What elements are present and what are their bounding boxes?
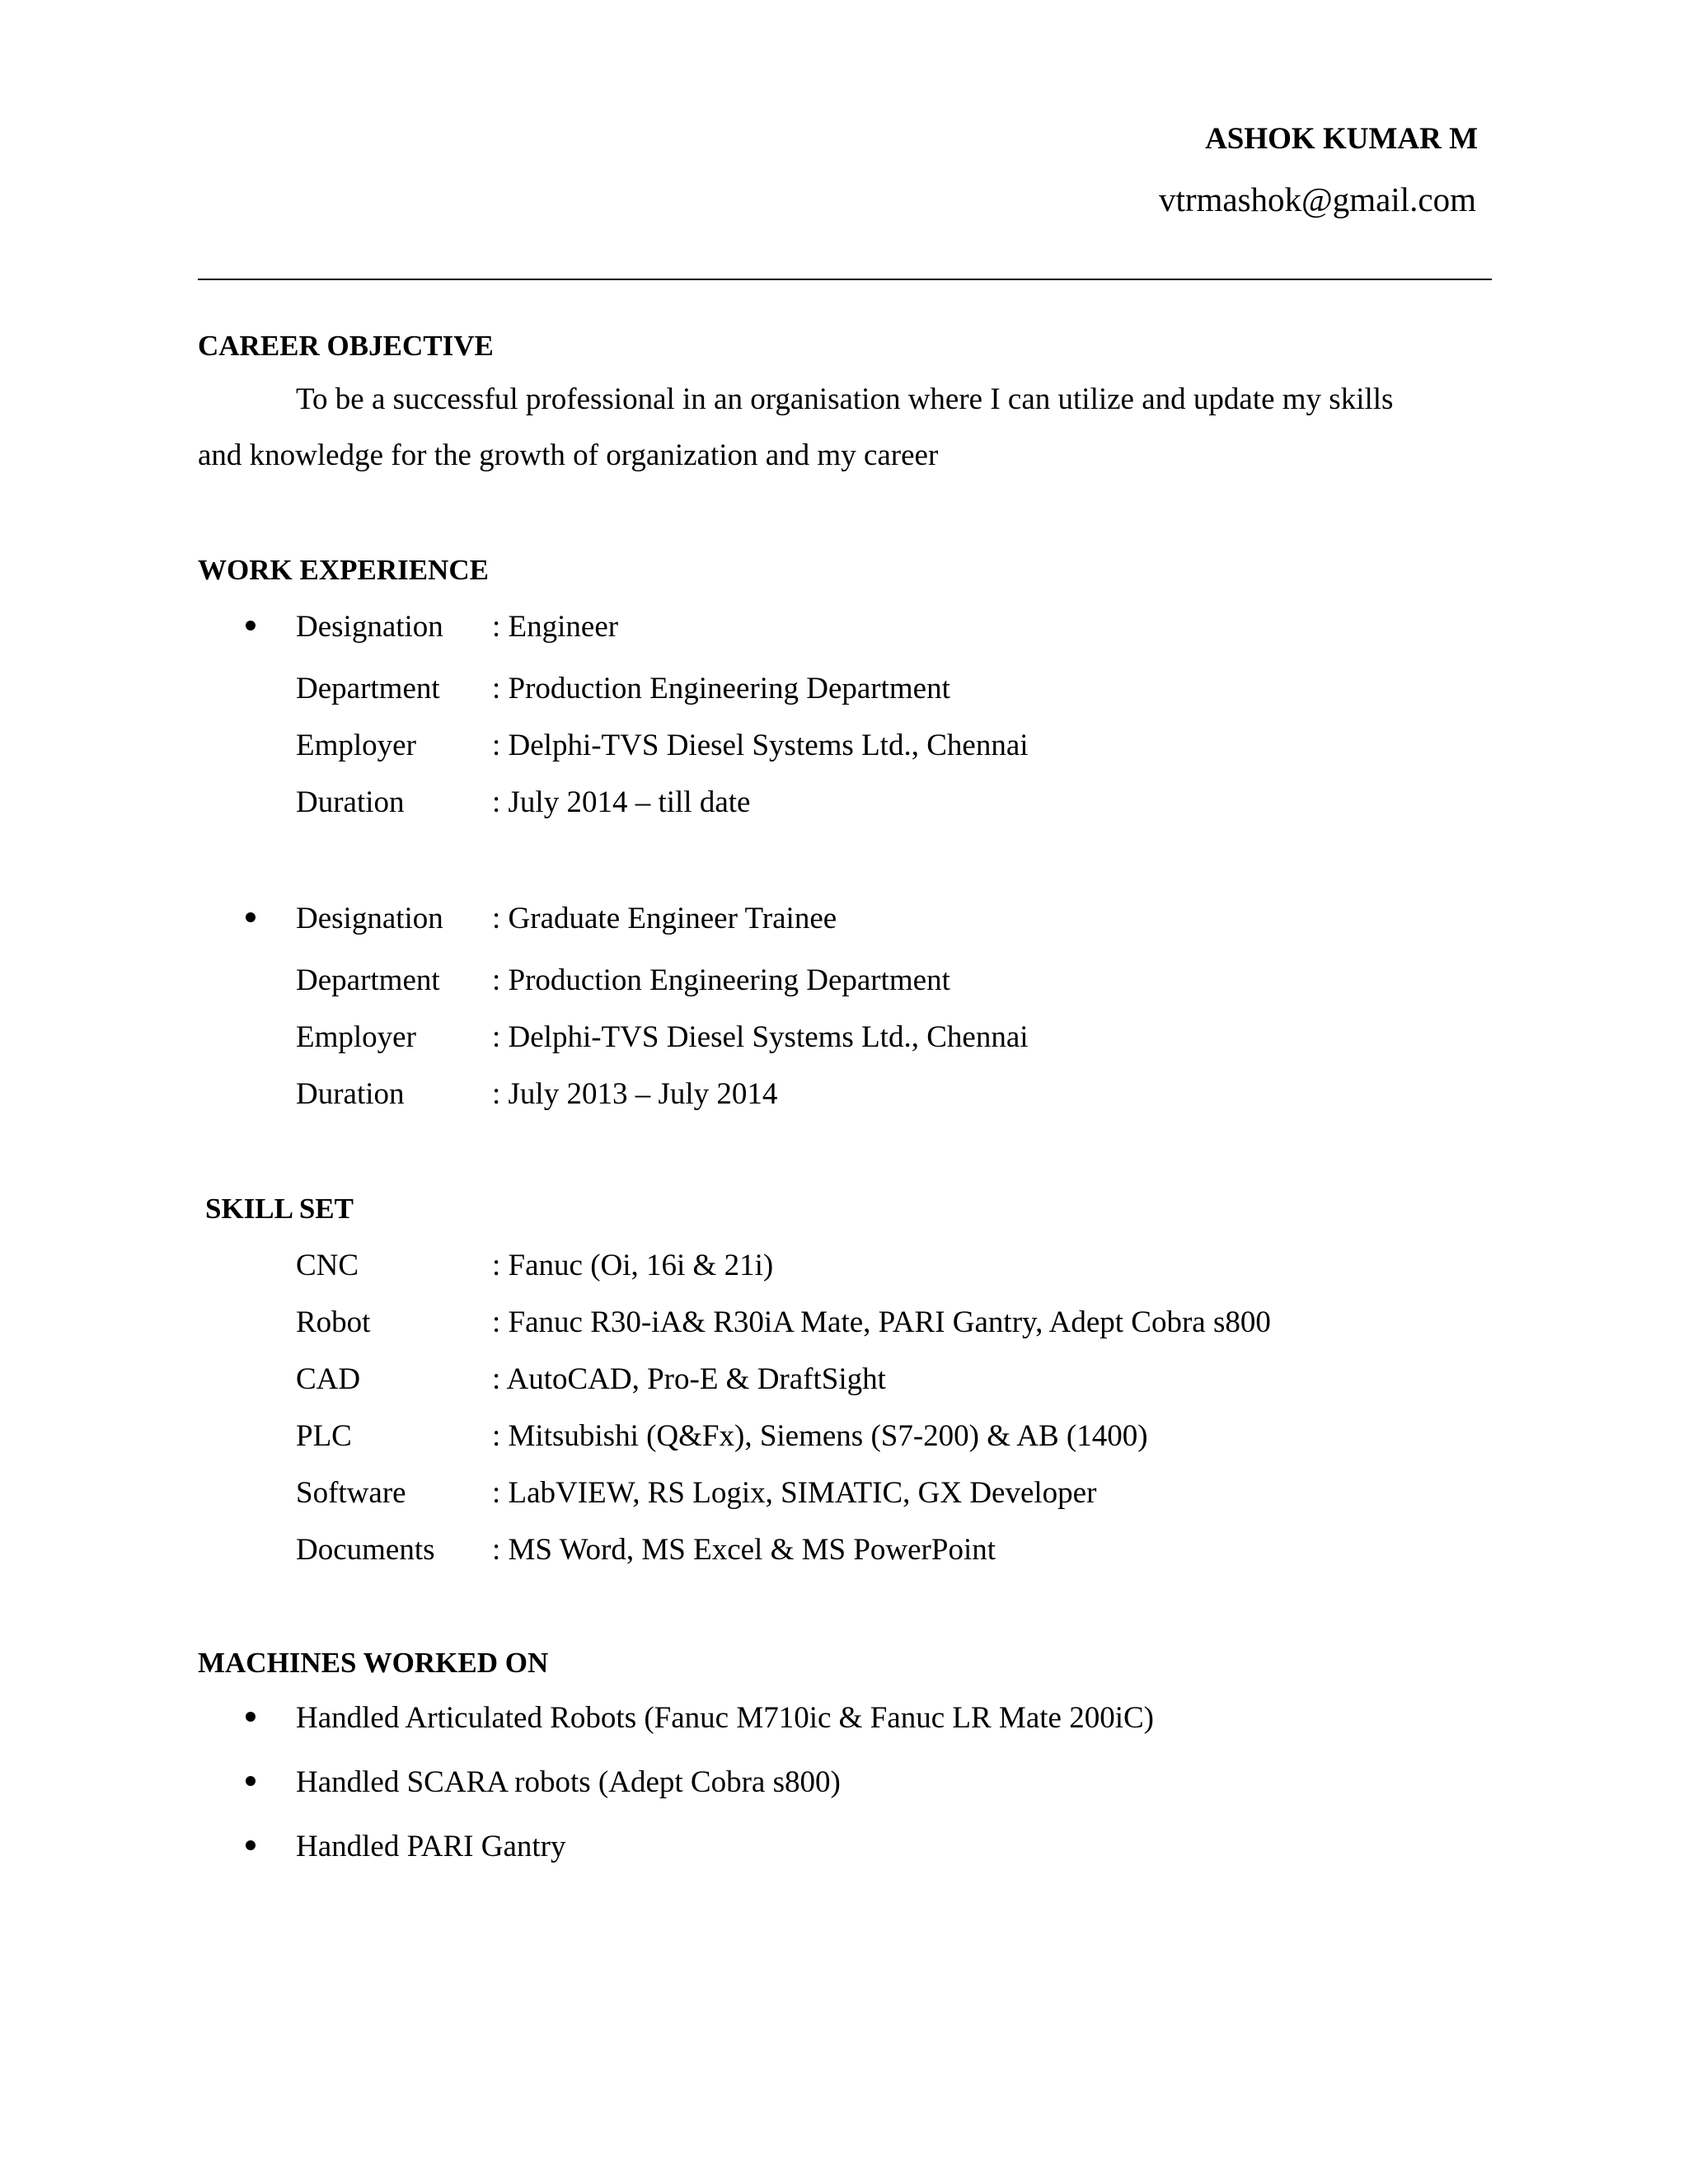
skill-label-cad: CAD: [296, 1362, 361, 1396]
skill-label-plc: PLC: [296, 1419, 352, 1453]
job-2-designation: : Graduate Engineer Trainee: [492, 902, 837, 935]
skill-set-heading: SKILL SET: [205, 1193, 354, 1225]
skill-label-software: Software: [296, 1476, 406, 1510]
header-divider: [198, 279, 1492, 280]
skill-label-robot: Robot: [296, 1305, 371, 1339]
skill-label-cnc: CNC: [296, 1249, 359, 1282]
job-2-designation-label: Designation: [296, 902, 443, 935]
job-2-employer: : Delphi-TVS Diesel Systems Ltd., Chennai: [492, 1020, 1029, 1054]
bullet-icon: [246, 1840, 256, 1850]
job-2-department: : Production Engineering Department: [492, 963, 950, 997]
machine-item-3: Handled PARI Gantry: [296, 1830, 566, 1863]
job-1-designation-label: Designation: [296, 610, 443, 644]
job-1-department-label: Department: [296, 672, 440, 705]
job-2-employer-label: Employer: [296, 1020, 416, 1054]
job-1-employer: : Delphi-TVS Diesel Systems Ltd., Chennai: [492, 729, 1029, 762]
job-1-duration-label: Duration: [296, 785, 405, 819]
work-experience-heading: WORK EXPERIENCE: [198, 554, 489, 586]
skill-value-cnc: : Fanuc (Oi, 16i & 21i): [492, 1249, 774, 1282]
career-objective-heading: CAREER OBJECTIVE: [198, 330, 494, 362]
career-objective-line-1: To be a successful professional in an organisation where I can utilize and update my skills: [296, 382, 1394, 416]
machine-item-2: Handled SCARA robots (Adept Cobra s800): [296, 1765, 841, 1799]
candidate-email: vtrmashok@gmail.com: [1158, 180, 1476, 218]
bullet-icon: [246, 1776, 256, 1786]
job-2-duration-label: Duration: [296, 1077, 405, 1111]
candidate-name: ASHOK KUMAR M: [1205, 122, 1478, 156]
skill-value-software: : LabVIEW, RS Logix, SIMATIC, GX Developer: [492, 1476, 1097, 1510]
skill-value-plc: : Mitsubishi (Q&Fx), Siemens (S7-200) & AB (1400): [492, 1419, 1148, 1453]
job-1-duration: : July 2014 – till date: [492, 785, 751, 819]
machine-item-1: Handled Articulated Robots (Fanuc M710ic & Fanuc LR Mate 200iC): [296, 1701, 1154, 1735]
career-objective-line-2: and knowledge for the growth of organization and my career: [198, 438, 939, 472]
job-1-department: : Production Engineering Department: [492, 672, 950, 705]
bullet-icon: [246, 1712, 256, 1722]
job-2-duration: : July 2013 – July 2014: [492, 1077, 778, 1111]
machines-heading: MACHINES WORKED ON: [198, 1647, 549, 1679]
skill-value-documents: : MS Word, MS Excel & MS PowerPoint: [492, 1533, 996, 1567]
bullet-icon: [246, 912, 256, 922]
job-1-designation: : Engineer: [492, 610, 619, 644]
job-1-employer-label: Employer: [296, 729, 416, 762]
skill-value-cad: : AutoCAD, Pro-E & DraftSight: [492, 1362, 886, 1396]
skill-label-documents: Documents: [296, 1533, 435, 1567]
bullet-icon: [246, 621, 256, 630]
job-2-department-label: Department: [296, 963, 440, 997]
skill-value-robot: : Fanuc R30-iA& R30iA Mate, PARI Gantry, Adept Cobra s800: [492, 1305, 1271, 1339]
